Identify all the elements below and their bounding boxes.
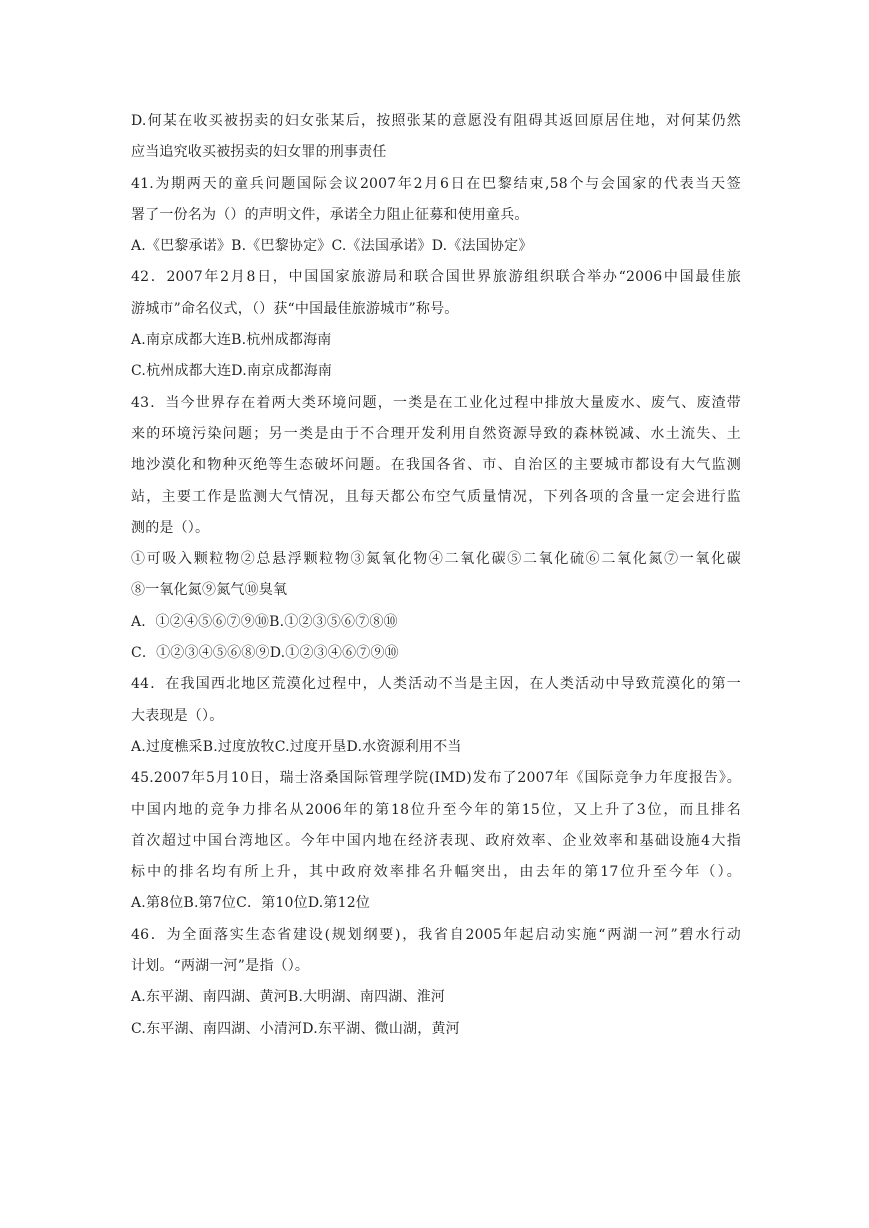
question-46-line-1: 46．为全面落实生态省建设(规划纲要)，我省自2005年起启动实施“两湖一河”碧水行动 xyxy=(131,926,741,943)
question-44-line-1: 44．在我国西北地区荒漠化过程中，人类活动不当是主因，在人类活动中导致荒漠化的第一 xyxy=(131,676,741,693)
question-41-options: A.《巴黎承诺》B.《巴黎协定》C.《法国承诺》D.《法国协定》 xyxy=(131,238,533,255)
question-46-options-ab: A.东平湖、南四湖、黄河B.大明湖、南四湖、淮河 xyxy=(131,989,446,1006)
question-43-line-3: 地沙漠化和物种灭绝等生态破坏问题。在我国各省、市、自治区的主要城市都设有大气监测 xyxy=(131,457,741,474)
question-43-line-2: 来的环境污染问题；另一类是由于不合理开发利用自然资源导致的森林锐减、水土流失、土 xyxy=(131,425,741,442)
question-43-items-line-1: ①可吸入颗粒物②总悬浮颗粒物③氮氧化物④二氧化碳⑤二氧化硫⑥二氧化氮⑦一氧化碳 xyxy=(131,551,741,568)
question-45-line-3: 首次超过中国台湾地区。今年中国内地在经济表现、政府效率、企业效率和基础设施4大指 xyxy=(131,832,741,849)
question-43-items-line-2: ⑧一氧化氮⑨氮气⑩臭氧 xyxy=(131,582,288,599)
question-44-line-2: 大表现是（）。 xyxy=(131,707,224,724)
question-43-line-1: 43．当今世界存在着两大类环境问题，一类是在工业化过程中排放大量废水、废气、废渣带 xyxy=(131,394,741,411)
question-44-options: A.过度樵采B.过度放牧C.过度开垦D.水资源利用不当 xyxy=(131,738,462,755)
question-43-line-5: 测的是（）。 xyxy=(131,519,210,536)
question-46-line-2: 计划。“两湖一河”是指（）。 xyxy=(131,958,310,975)
option-d-line-2: 应当追究收买被拐卖的妇女罪的刑事责任 xyxy=(131,144,387,161)
question-45-line-2: 中国内地的竞争力排名从2006年的第18位升至今年的第15位，又上升了3位，而且排名 xyxy=(131,801,741,818)
option-d-line-1: D.何某在收买被拐卖的妇女张某后，按照张某的意愿没有阻碍其返回原居住地，对何某仍然 xyxy=(131,113,741,129)
question-45-line-4: 标中的排名均有所上升，其中政府效率排名升幅突出，由去年的第17位升至今年（）。 xyxy=(131,864,741,881)
question-42-options-ab: A.南京成都大连B.杭州成都海南 xyxy=(131,332,332,349)
question-43-line-4: 站，主要工作是监测大气情况，且每天都公布空气质量情况，下列各项的含量一定会进行监 xyxy=(131,488,741,505)
question-45-options: A.第8位B.第7位C．第10位D.第12位 xyxy=(131,895,371,912)
question-42-line-1: 42．2007年2月8日，中国国家旅游局和联合国世界旅游组织联合举办“2006中国最佳旅 xyxy=(131,269,741,286)
document-body xyxy=(131,106,741,1045)
question-43-options-ab: A．①②④⑤⑥⑦⑨⑩B.①②③⑤⑥⑦⑧⑩ xyxy=(131,613,398,630)
question-43-options-cd: C．①②③④⑤⑥⑧⑨D.①②③④⑥⑦⑨⑩ xyxy=(131,645,399,662)
question-42-options-cd: C.杭州成都大连D.南京成都海南 xyxy=(131,363,333,380)
question-45-line-1: 45.2007年5月10日，瑞士洛桑国际管理学院(IMD)发布了2007年《国际竞争力年度报告》。 xyxy=(131,770,741,787)
question-41-line-1: 41.为期两天的童兵问题国际会议2007年2月6日在巴黎结束,58个与会国家的代表当天签 xyxy=(131,175,741,192)
question-46-options-cd: C.东平湖、南四湖、小清河D.东平湖、微山湖，黄河 xyxy=(131,1020,460,1037)
question-42-line-2: 游城市”命名仪式，（）获“中国最佳旅游城市”称号。 xyxy=(131,300,459,317)
question-41-line-2: 署了一份名为（）的声明文件，承诺全力阻止征募和使用童兵。 xyxy=(131,206,529,223)
